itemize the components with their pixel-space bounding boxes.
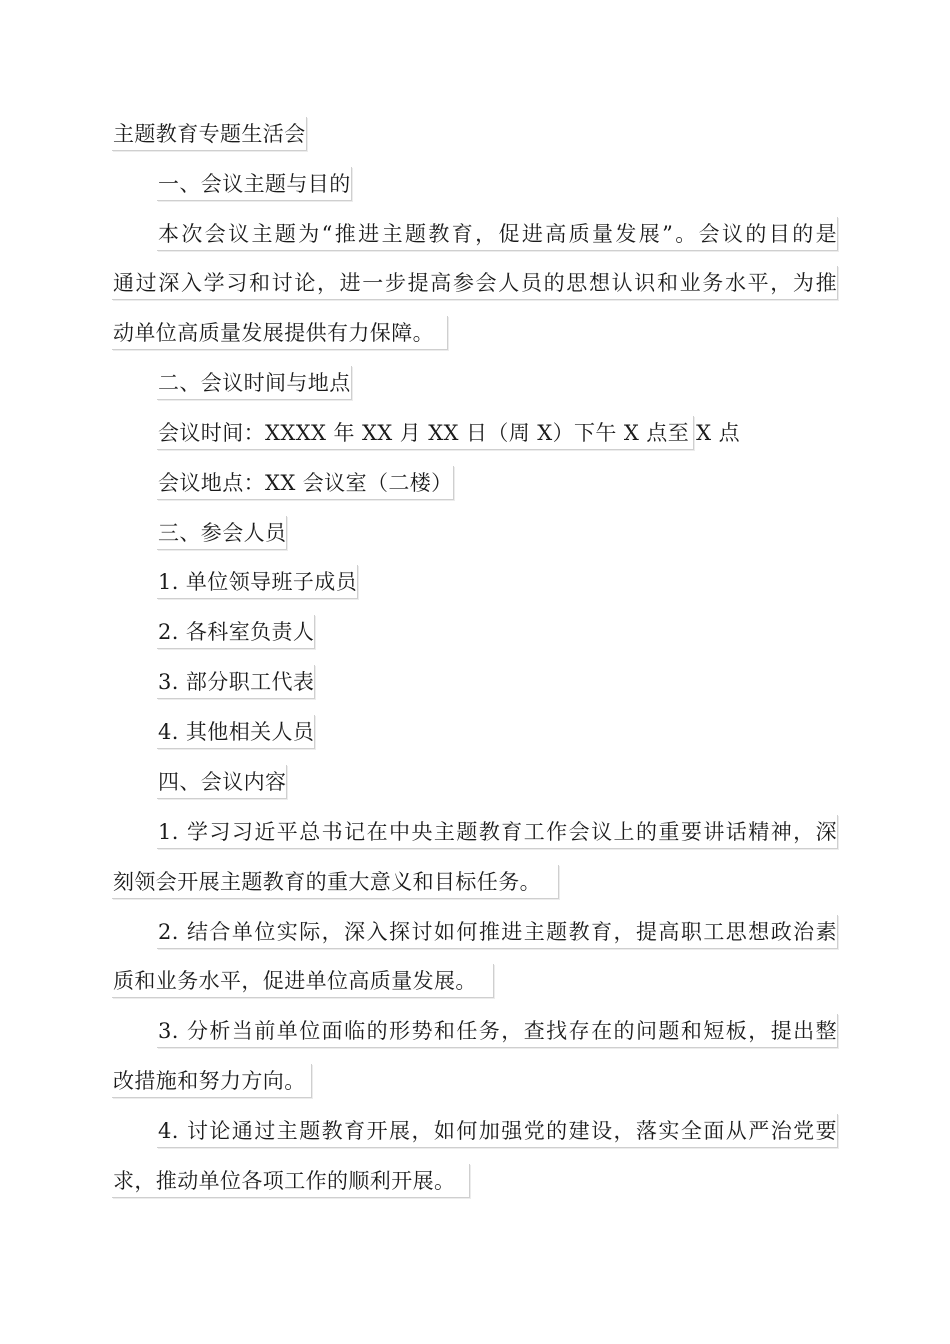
paragraph-line: 求，推动单位各项工作的顺利开展。 (112, 1164, 470, 1198)
paragraph-line: 通过深入学习和讨论，进一步提高参会人员的思想认识和业务水平，为推 (112, 266, 838, 300)
meeting-location: 会议地点：XX 会议室（二楼） (157, 466, 454, 500)
paragraph-line: 3. 分析当前单位面临的形势和任务，查找存在的问题和短板，提出整 (157, 1014, 838, 1048)
paragraph-line: 2. 结合单位实际，深入探讨如何推进主题教育，提高职工思想政治素 (157, 915, 838, 949)
paragraph-line: 本次会议主题为“推进主题教育，促进高质量发展”。会议的目的是 (157, 217, 838, 251)
section-heading-2: 二、会议时间与地点 (157, 366, 352, 400)
list-item: 3. 部分职工代表 (157, 665, 315, 699)
list-item: 4. 其他相关人员 (157, 715, 315, 749)
list-item: 2. 各科室负责人 (157, 615, 315, 649)
meeting-time: 会议时间：XXXX 年 XX 月 XX 日（周 X）下午 X 点至 X 点 (157, 416, 694, 450)
section-heading-4: 四、会议内容 (157, 765, 287, 799)
paragraph-line: 动单位高质量发展提供有力保障。 (112, 316, 448, 350)
section-heading-1: 一、会议主题与目的 (157, 167, 352, 201)
paragraph-line: 刻领会开展主题教育的重大意义和目标任务。 (112, 865, 559, 899)
paragraph-line: 1. 学习习近平总书记在中央主题教育工作会议上的重要讲话精神，深 (157, 815, 838, 849)
section-heading-3: 三、参会人员 (157, 516, 287, 550)
list-item: 1. 单位领导班子成员 (157, 565, 358, 599)
paragraph-line: 质和业务水平，促进单位高质量发展。 (112, 964, 494, 998)
document-title: 主题教育专题生活会 (112, 117, 307, 151)
paragraph-line: 改措施和努力方向。 (112, 1064, 312, 1098)
paragraph-line: 4. 讨论通过主题教育开展，如何加强党的建设，落实全面从严治党要 (157, 1114, 838, 1148)
